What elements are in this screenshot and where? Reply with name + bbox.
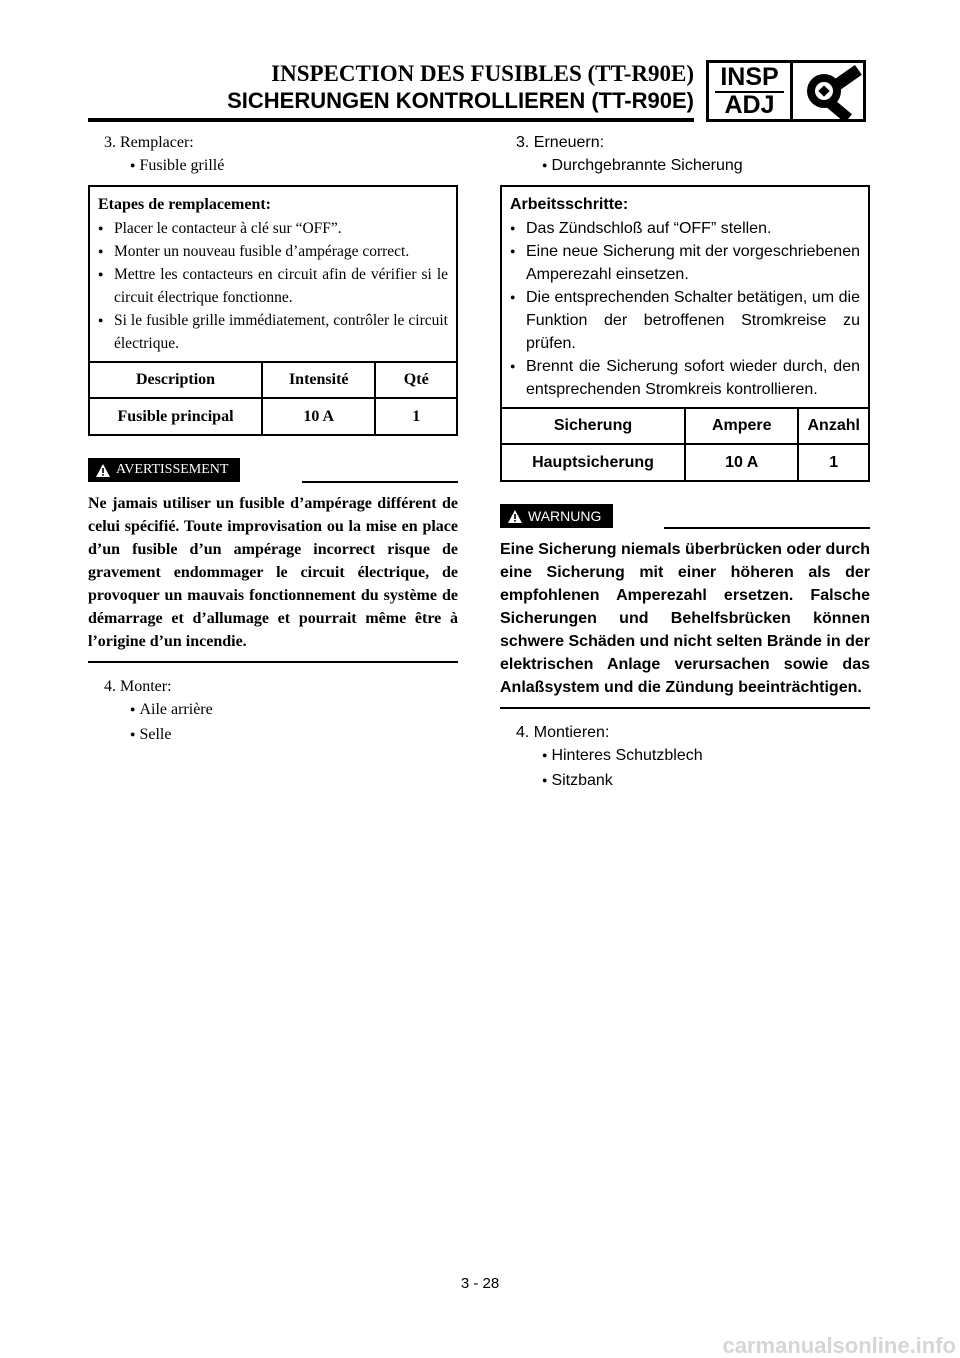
badge-line2: ADJ — [724, 91, 775, 119]
table-cell: 1 — [375, 398, 456, 434]
table-row — [502, 444, 868, 480]
page-number: 3 - 28 — [460, 1275, 500, 1292]
fr-step4: 4. Monter: — [104, 678, 172, 695]
table-header: Qté — [375, 362, 456, 398]
de-step4: 4. Montieren: — [516, 724, 610, 741]
fr-box-item: ● Placer le contacteur à clé sur “OFF”. — [98, 217, 448, 240]
fr-fuse-table — [90, 361, 456, 434]
page-title-fr: INSPECTION DES FUSIBLES (TT-R90E) — [271, 61, 694, 86]
table-header: Ampere — [685, 408, 798, 444]
fr-warning-text: Ne jamais utiliser un fusible d’ampérage différent de celui spécifié. Toute improvisation ou la mise en place d’un fusible d’un ampérage incorrect risque de gravement endommager le circuit électrique, de provoquer un mauvais fonctionnement du système de démarrage et d’allumage et pourrait même être à l’origine d’un incendie. — [88, 486, 458, 663]
fr-step4-item: ● Aile arrière — [88, 698, 458, 723]
de-box-title: Arbeitsschritte: — [510, 196, 629, 213]
de-box-item: ● Brennt die Sicherung sofort wieder durch, den entsprechenden Stromkreis kontrollieren. — [510, 355, 860, 401]
fr-box-item: ● Monter un nouveau fusible d’ampérage correct. — [98, 240, 448, 263]
warning-triangle-icon — [96, 464, 110, 477]
fr-step3: 3. Remplacer: — [104, 134, 194, 151]
table-cell: Fusible principal — [90, 398, 262, 434]
table-header: Sicherung — [502, 408, 685, 444]
table-cell: 10 A — [685, 444, 798, 480]
table-header: Intensité — [262, 362, 375, 398]
de-step3: 3. Erneuern: — [516, 134, 605, 151]
fr-box-title: Etapes de remplacement: — [98, 196, 271, 213]
header-rule — [88, 118, 694, 122]
fr-warning-tag — [88, 458, 240, 482]
de-fuse-table — [502, 407, 868, 480]
de-step4-item: ● Sitzbank — [500, 769, 870, 794]
table-header-row — [90, 362, 456, 398]
fr-step4-item: ● Selle — [88, 723, 458, 748]
section-badge — [706, 60, 866, 122]
de-step3-item: ● Durchgebrannte Sicherung — [500, 154, 870, 179]
de-warning-text: Eine Sicherung niemals überbrücken oder durch eine Sicherung mit einer höheren als der empfohlenen Amperezahl ersetzen. Falsche Sicherungen und Behelfsbrücken können schwere Schäden und nicht selten Brände in der elektrischen Anlage verursachen sowie das Anlaßsystem und die Zündung beeinträchtigen. — [500, 532, 870, 709]
de-step4-item: ● Hinteres Schutzblech — [500, 744, 870, 769]
fr-warning-header — [88, 458, 458, 486]
de-replacement-box — [500, 185, 870, 482]
de-box-item: ● Eine neue Sicherung mit der vorgeschriebenen Amperezahl einsetzen. — [510, 240, 860, 286]
table-cell: 1 — [798, 444, 868, 480]
fr-box-item: ● Mettre les contacteurs en circuit afin de vérifier si le circuit électrique fonctionne. — [98, 263, 448, 309]
de-warning-rule — [664, 527, 870, 529]
badge-label — [709, 63, 793, 119]
fr-step3-item: ● Fusible grillé — [88, 154, 458, 179]
table-row — [90, 398, 456, 434]
table-header-row — [502, 408, 868, 444]
table-cell: 10 A — [262, 398, 375, 434]
column-french — [88, 131, 458, 748]
watermark: carmanualsonline.info — [722, 1333, 956, 1358]
column-german — [500, 131, 870, 794]
wrench-screwdriver-icon — [796, 63, 863, 119]
fr-warning-rule — [302, 481, 458, 483]
fr-replacement-box — [88, 185, 458, 436]
page-title-de: SICHERUNGEN KONTROLLIEREN (TT-R90E) — [227, 88, 694, 113]
table-header: Description — [90, 362, 262, 398]
table-header: Anzahl — [798, 408, 868, 444]
de-warning-label: WARNUNG — [528, 508, 602, 524]
badge-line1: INSP — [720, 63, 779, 91]
de-warning-header — [500, 504, 870, 532]
de-box-item: ● Die entsprechenden Schalter betätigen, um die Funktion der betroffenen Stromkreise zu prüfen. — [510, 286, 860, 355]
fr-box-item: ● Si le fusible grille immédiatement, contrôler le circuit électrique. — [98, 309, 448, 355]
table-cell: Hauptsicherung — [502, 444, 685, 480]
de-warning-tag — [500, 504, 613, 528]
warning-triangle-icon — [508, 510, 522, 523]
de-box-item: ● Das Zündschloß auf “OFF” stellen. — [510, 217, 860, 240]
page-header — [0, 60, 960, 126]
fr-warning-label: AVERTISSEMENT — [116, 462, 229, 477]
